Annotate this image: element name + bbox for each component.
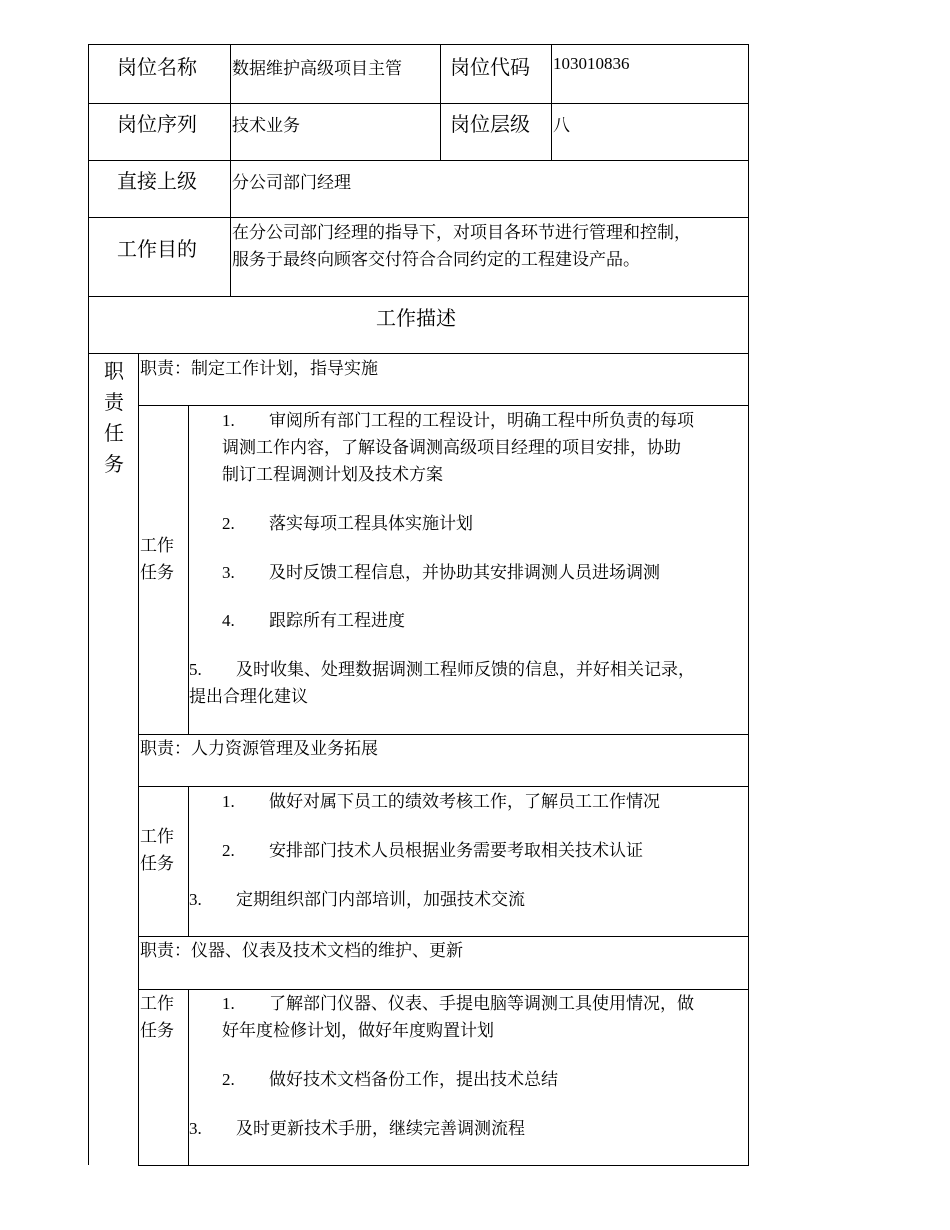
side-label-char: 务	[104, 454, 124, 476]
task-number: 3.	[189, 1119, 202, 1138]
task-text: 做好对属下员工的绩效考核工作，了解员工工作情况	[269, 792, 660, 811]
task-text: 做好技术文档备份工作，提出技术总结	[269, 1070, 558, 1089]
post-level-label: 岗位层级	[450, 114, 530, 136]
task-label: 工作	[140, 994, 174, 1013]
task-item	[222, 559, 660, 587]
post-series-value: 技术业务	[232, 116, 300, 135]
task-label: 任务	[140, 563, 174, 582]
post-series-label: 岗位序列	[117, 114, 197, 136]
row-line	[138, 786, 749, 787]
task-text: 跟踪所有工程进度	[269, 611, 405, 630]
duty-title: 职责：仪器、仪表及技术文档的维护、更新	[140, 941, 463, 960]
col-line	[440, 44, 441, 161]
task-number: 2.	[222, 1070, 235, 1089]
purpose-line: 服务于最终向顾客交付符合合同约定的工程建设产品。	[232, 250, 640, 269]
task-label: 工作	[140, 536, 174, 555]
task-item	[189, 886, 525, 914]
row-line	[88, 44, 749, 45]
post-name-label: 岗位名称	[117, 57, 197, 79]
post-code-label: 岗位代码	[450, 57, 530, 79]
task-text: 安排部门技术人员根据业务需要考取相关技术认证	[269, 841, 643, 860]
row-line	[88, 296, 749, 297]
task-number: 1.	[222, 792, 235, 811]
purpose-line: 在分公司部门经理的指导下，对项目各环节进行管理和控制，	[232, 223, 691, 242]
task-text: 好年度检修计划，做好年度购置计划	[222, 1021, 494, 1040]
col-line	[230, 44, 231, 297]
post-level-value: 八	[553, 116, 570, 135]
task-item	[222, 607, 405, 635]
row-line	[88, 217, 749, 218]
col-line	[138, 353, 139, 1166]
task-text: 落实每项工程具体实施计划	[269, 514, 473, 533]
task-item	[222, 1066, 558, 1094]
col-line	[551, 44, 552, 161]
task-label: 任务	[140, 854, 174, 873]
task-text: 审阅所有部门工程的工程设计，明确工程中所负责的每项	[269, 411, 694, 430]
task-text: 及时收集、处理数据调测工程师反馈的信息，并好相关记录，	[236, 660, 695, 679]
task-item	[222, 510, 473, 538]
task-text: 及时反馈工程信息，并协助其安排调测人员进场调测	[269, 563, 660, 582]
task-number: 2.	[222, 514, 235, 533]
superior-value: 分公司部门经理	[232, 173, 351, 192]
row-line	[88, 160, 749, 161]
side-label-char: 任	[104, 423, 124, 445]
task-number: 5.	[189, 660, 202, 679]
task-item	[222, 990, 694, 1018]
task-label: 任务	[140, 1021, 174, 1040]
task-text: 制订工程调测计划及技术方案	[222, 465, 443, 484]
side-label-char: 职	[104, 361, 124, 383]
duty-title: 职责：制定工作计划，指导实施	[140, 359, 378, 378]
table-right-border	[748, 44, 749, 1166]
task-item	[222, 407, 694, 435]
description-title: 工作描述	[376, 308, 456, 330]
task-text: 调测工作内容，了解设备调测高级项目经理的项目安排，协助	[222, 438, 681, 457]
row-line	[88, 353, 749, 354]
duty-title: 职责：人力资源管理及业务拓展	[140, 739, 378, 758]
row-line	[138, 405, 749, 406]
row-line	[138, 1165, 749, 1166]
task-label: 工作	[140, 827, 174, 846]
task-item	[222, 788, 660, 816]
purpose-label: 工作目的	[117, 239, 197, 261]
task-number: 3.	[189, 890, 202, 909]
post-name-value: 数据维护高级项目主管	[232, 59, 402, 78]
task-item	[222, 837, 643, 865]
task-text: 提出合理化建议	[189, 687, 308, 706]
task-item	[189, 1115, 525, 1143]
row-line	[88, 103, 749, 104]
task-number: 4.	[222, 611, 235, 630]
task-text: 了解部门仪器、仪表、手提电脑等调测工具使用情况，做	[269, 994, 694, 1013]
task-item	[189, 656, 695, 684]
task-number: 3.	[222, 563, 235, 582]
task-number: 1.	[222, 411, 235, 430]
side-label-char: 责	[104, 392, 124, 414]
task-text: 及时更新技术手册，继续完善调测流程	[236, 1119, 525, 1138]
post-code-value: 103010836	[553, 54, 630, 73]
table-left-border	[88, 44, 89, 1165]
task-text: 定期组织部门内部培训，加强技术交流	[236, 890, 525, 909]
task-number: 1.	[222, 994, 235, 1013]
task-number: 2.	[222, 841, 235, 860]
superior-label: 直接上级	[117, 171, 197, 193]
